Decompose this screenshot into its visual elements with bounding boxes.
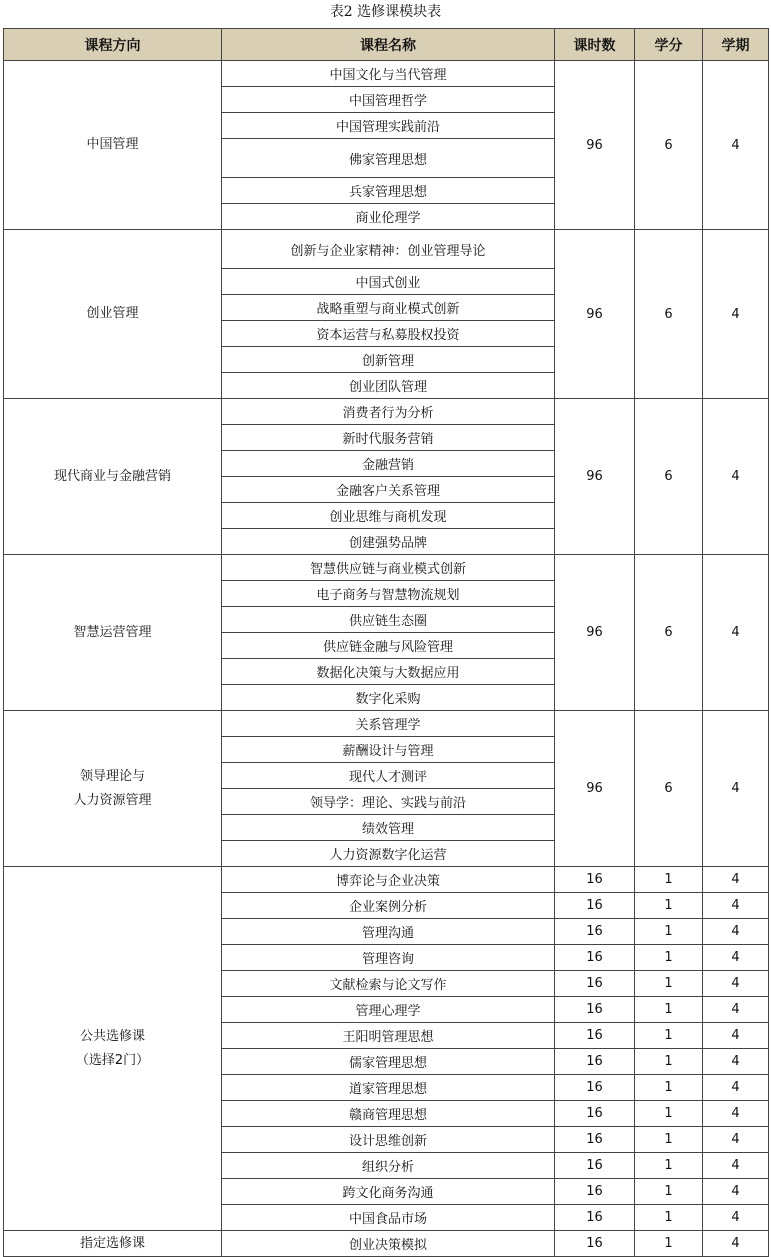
- elective-module-table: [3, 28, 769, 1257]
- course-name: 企业案例分析: [222, 893, 555, 919]
- course-term: 4: [703, 1153, 769, 1179]
- course-hours: 16: [555, 971, 635, 997]
- course-name: 中国管理哲学: [222, 87, 555, 113]
- header-direction: 课程方向: [4, 29, 222, 61]
- course-term: 4: [703, 997, 769, 1023]
- course-direction-line: 公共选修课: [79, 1028, 145, 1044]
- course-credits: 1: [635, 919, 703, 945]
- header-credits: 学分: [635, 29, 703, 61]
- course-credits: 6: [635, 711, 703, 867]
- course-name: 薪酬设计与管理: [222, 737, 555, 763]
- course-hours: 96: [555, 61, 635, 230]
- course-term: 4: [703, 867, 769, 893]
- course-name: 管理沟通: [222, 919, 555, 945]
- course-name: 电子商务与智慧物流规划: [222, 581, 555, 607]
- course-credits: 1: [635, 1205, 703, 1231]
- course-hours: 96: [555, 711, 635, 867]
- course-name: 供应链生态圈: [222, 607, 555, 633]
- course-direction-line: 领导理论与: [79, 768, 145, 784]
- course-hours: 16: [555, 1023, 635, 1049]
- table-row: [4, 399, 769, 425]
- course-name: 中国文化与当代管理: [222, 61, 555, 87]
- table-row: [4, 555, 769, 581]
- course-credits: 6: [635, 399, 703, 555]
- header-course-name: 课程名称: [222, 29, 555, 61]
- course-term: 4: [703, 1205, 769, 1231]
- course-hours: 16: [555, 945, 635, 971]
- course-name: 金融客户关系管理: [222, 477, 555, 503]
- table-row: [4, 1231, 769, 1257]
- course-credits: 1: [635, 1127, 703, 1153]
- course-direction: [4, 230, 222, 399]
- course-name: 兵家管理思想: [222, 178, 555, 204]
- course-name: 创新管理: [222, 347, 555, 373]
- course-direction-line: 智慧运营管理: [73, 624, 152, 640]
- course-name: 管理咨询: [222, 945, 555, 971]
- course-direction-line: （选择2门）: [75, 1052, 150, 1068]
- course-term: 4: [703, 1127, 769, 1153]
- course-name: 中国食品市场: [222, 1205, 555, 1231]
- course-term: 4: [703, 230, 769, 399]
- course-hours: 16: [555, 1179, 635, 1205]
- course-direction: [4, 61, 222, 230]
- course-hours: 16: [555, 1127, 635, 1153]
- course-credits: 1: [635, 997, 703, 1023]
- course-term: 4: [703, 61, 769, 230]
- course-hours: 96: [555, 230, 635, 399]
- course-name: 数据化决策与大数据应用: [222, 659, 555, 685]
- course-credits: 1: [635, 867, 703, 893]
- course-hours: 16: [555, 1075, 635, 1101]
- course-name: 商业伦理学: [222, 204, 555, 230]
- course-name: 消费者行为分析: [222, 399, 555, 425]
- course-term: 4: [703, 945, 769, 971]
- course-hours: 16: [555, 1153, 635, 1179]
- table-caption: 表2 选修课模块表: [329, 4, 442, 20]
- course-hours: 16: [555, 997, 635, 1023]
- course-direction: [4, 555, 222, 711]
- course-hours: 96: [555, 555, 635, 711]
- course-name: 数字化采购: [222, 685, 555, 711]
- table-row: [4, 230, 769, 269]
- course-name: 文献检索与论文写作: [222, 971, 555, 997]
- course-name: 绩效管理: [222, 815, 555, 841]
- course-name: 管理心理学: [222, 997, 555, 1023]
- course-hours: 16: [555, 893, 635, 919]
- course-credits: 1: [635, 1153, 703, 1179]
- course-name: 组织分析: [222, 1153, 555, 1179]
- course-direction-line: 现代商业与金融营销: [53, 468, 171, 484]
- course-term: 4: [703, 1101, 769, 1127]
- course-term: 4: [703, 399, 769, 555]
- course-hours: 16: [555, 1049, 635, 1075]
- course-credits: 1: [635, 1075, 703, 1101]
- course-hours: 16: [555, 919, 635, 945]
- course-credits: 6: [635, 230, 703, 399]
- course-hours: 16: [555, 1205, 635, 1231]
- course-credits: 1: [635, 1101, 703, 1127]
- course-name: 关系管理学: [222, 711, 555, 737]
- course-hours: 16: [555, 867, 635, 893]
- course-term: 4: [703, 1231, 769, 1257]
- course-name: 智慧供应链与商业模式创新: [222, 555, 555, 581]
- header-hours: 课时数: [555, 29, 635, 61]
- course-name: 新时代服务营销: [222, 425, 555, 451]
- course-name: 佛家管理思想: [222, 139, 555, 178]
- course-term: 4: [703, 971, 769, 997]
- course-name: 道家管理思想: [222, 1075, 555, 1101]
- header-row: [4, 29, 769, 61]
- course-credits: 1: [635, 945, 703, 971]
- table-row: [4, 61, 769, 87]
- course-name: 儒家管理思想: [222, 1049, 555, 1075]
- course-credits: 1: [635, 971, 703, 997]
- course-name: 中国式创业: [222, 269, 555, 295]
- table-row: [4, 711, 769, 737]
- course-name: 现代人才测评: [222, 763, 555, 789]
- course-name: 创业思维与商机发现: [222, 503, 555, 529]
- course-term: 4: [703, 893, 769, 919]
- course-term: 4: [703, 555, 769, 711]
- course-credits: 1: [635, 893, 703, 919]
- course-hours: 16: [555, 1231, 635, 1257]
- course-credits: 1: [635, 1049, 703, 1075]
- course-name: 王阳明管理思想: [222, 1023, 555, 1049]
- course-credits: 1: [635, 1179, 703, 1205]
- course-name: 创建强势品牌: [222, 529, 555, 555]
- course-direction-line: 创业管理: [86, 306, 139, 321]
- course-credits: 6: [635, 555, 703, 711]
- course-term: 4: [703, 1075, 769, 1101]
- course-hours: 16: [555, 1101, 635, 1127]
- course-direction: [4, 867, 222, 1231]
- course-credits: 1: [635, 1023, 703, 1049]
- course-term: 4: [703, 919, 769, 945]
- course-direction: 指定选修课: [4, 1231, 222, 1257]
- course-name: 创业决策模拟: [222, 1231, 555, 1257]
- course-credits: 6: [635, 61, 703, 230]
- course-hours: 96: [555, 399, 635, 555]
- course-term: 4: [703, 1049, 769, 1075]
- course-direction-line: 中国管理: [86, 137, 139, 152]
- course-name: 金融营销: [222, 451, 555, 477]
- course-name: 跨文化商务沟通: [222, 1179, 555, 1205]
- course-direction-line: 人力资源管理: [73, 792, 152, 808]
- course-direction: [4, 399, 222, 555]
- course-credits: 1: [635, 1231, 703, 1257]
- table-body: [4, 61, 769, 1257]
- course-name: 博弈论与企业决策: [222, 867, 555, 893]
- course-name: 供应链金融与风险管理: [222, 633, 555, 659]
- course-term: 4: [703, 1023, 769, 1049]
- course-name: 创业团队管理: [222, 373, 555, 399]
- course-name: 中国管理实践前沿: [222, 113, 555, 139]
- course-name: 设计思维创新: [222, 1127, 555, 1153]
- course-name: 资本运营与私募股权投资: [222, 321, 555, 347]
- header-term: 学期: [703, 29, 769, 61]
- course-name: 人力资源数字化运营: [222, 841, 555, 867]
- course-name: 赣商管理思想: [222, 1101, 555, 1127]
- course-direction: [4, 711, 222, 867]
- course-name: 战略重塑与商业模式创新: [222, 295, 555, 321]
- course-term: 4: [703, 1179, 769, 1205]
- course-name: 创新与企业家精神：创业管理导论: [222, 230, 555, 269]
- course-term: 4: [703, 711, 769, 867]
- table-row: [4, 867, 769, 893]
- course-name: 领导学：理论、实践与前沿: [222, 789, 555, 815]
